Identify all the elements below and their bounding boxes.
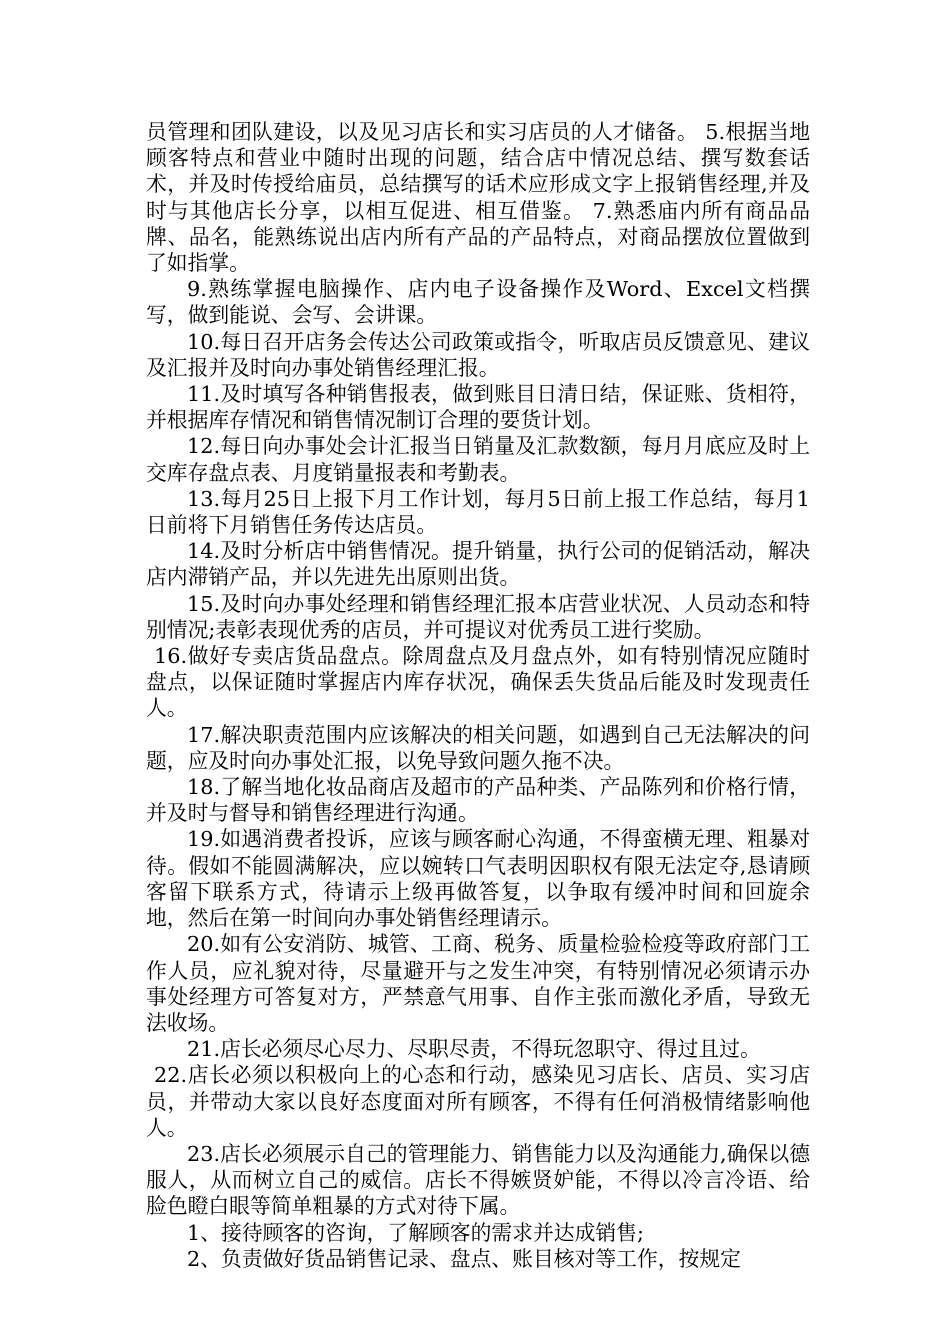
paragraph-item-13: 13.每月25日上报下月工作计划，每月5日前上报工作总结，每月1日前将下月销售任务传达店员。 (146, 486, 810, 538)
paragraph-item-17: 17.解决职责范围内应该解决的相关问题，如遇到自己无法解决的问题，应及时向办事处汇报，以免导致问题久拖不决。 (146, 722, 810, 773)
paragraph-item-19: 19.如遇消费者投诉，应该与顾客耐心沟通，不得蛮横无理、粗暴对待。假如不能圆满解决，应以婉转口气表明因职权有限无法定夺,恳请顾客留下联系方式，待请示上级再做答复，以争取有缓冲时间和回旋余地，然后在第一时间向办事处销售经理请示。 (146, 827, 810, 931)
paragraph-item-23: 23.店长必须展示自己的管理能力、销售能力以及沟通能力,确保以德服人，从而树立自己的威信。店长不得嫉贤妒能，不得以冷言冷语、给脸色瞪白眼等简单粗暴的方式对待下属。 (146, 1141, 810, 1219)
duty-item-2: 2、负责做好货品销售记录、盘点、账目核对等工作，按规定 (187, 1246, 741, 1271)
paragraph-item-16: 16.做好专卖店货品盘点。除周盘点及月盘点外，如有特别情况应随时盘点，以保证随时掌握店内库存状况，确保丢失货品后能及时发现责任人。 (146, 644, 810, 721)
paragraph-item-9: 9.熟练掌握电脑操作、店内电子设备操作及Word、Excel文档撰写，做到能说、会写、会讲课。 (146, 277, 810, 328)
paragraph-item-12: 12.每日向办事处会计汇报当日销量及汇款数额，每月月底应及时上交库存盘点表、月度销量报表和考勤表。 (146, 434, 810, 485)
paragraph-item-14: 14.及时分析店中销售情况。提升销量，执行公司的促销活动，解决店内滞销产品，并以先进先出原则出货。 (146, 539, 810, 590)
paragraph-item-15: 15.及时向办事处经理和销售经理汇报本店营业状况、人员动态和特别情况;表彰表现优秀的店员，并可提议对优秀员工进行奖励。 (146, 591, 810, 642)
paragraph-item-22: 22.店长必须以积极向上的心态和行动，感染见习店长、店员、实习店员，并带动大家以良好态度面对所有顾客，不得有任何消极情绪影响他人。 (146, 1063, 810, 1140)
paragraph-continuation: 员管理和团队建设，以及见习店长和实习店员的人才储备。 5.根据当地顾客特点和营业中随时出现的问题，结合店中情况总结、撰写数套话术，并及时传授给庙员，总结撰写的话术应形成文字上报销售经理,并及时与其他店长分享，以相互促进、相互借鉴。 7.熟悉庙内所有商品品牌、品名，能熟练说出店内所有产品的产品特点，对商品摆放位置做到了如指掌。 (146, 120, 810, 276)
paragraph-item-21: 21.店长必须尽心尽力、尽职尽责，不得玩忽职守、得过且过。 (187, 1037, 761, 1062)
paragraph-item-11: 11.及时填写各种销售报表，做到账目日清日结，保证账、货相符，并根据库存情况和销售情况制订合理的要货计划。 (146, 382, 810, 433)
paragraph-item-20: 20.如有公安消防、城管、工商、税务、质量检验检疫等政府部门工作人员，应礼貌对待，尽量避开与之发生冲突，有特别情况必须请示办事处经理方可答复对方，严禁意气用事、自作主张而激化矛盾，导致无法收场。 (146, 932, 810, 1035)
paragraph-item-10: 10.每日召开店务会传达公司政策或指令，听取店员反馈意见、建议及汇报并及时向办事处销售经理汇报。 (146, 329, 810, 380)
paragraph-item-18: 18.了解当地化妆品商店及超市的产品种类、产品陈列和价格行情，并及时与督导和销售经理进行沟通。 (146, 775, 810, 826)
duty-item-1: 1、接待顾客的咨询，了解顾客的需求并达成销售; (187, 1220, 644, 1245)
document-page (146, 119, 810, 1272)
